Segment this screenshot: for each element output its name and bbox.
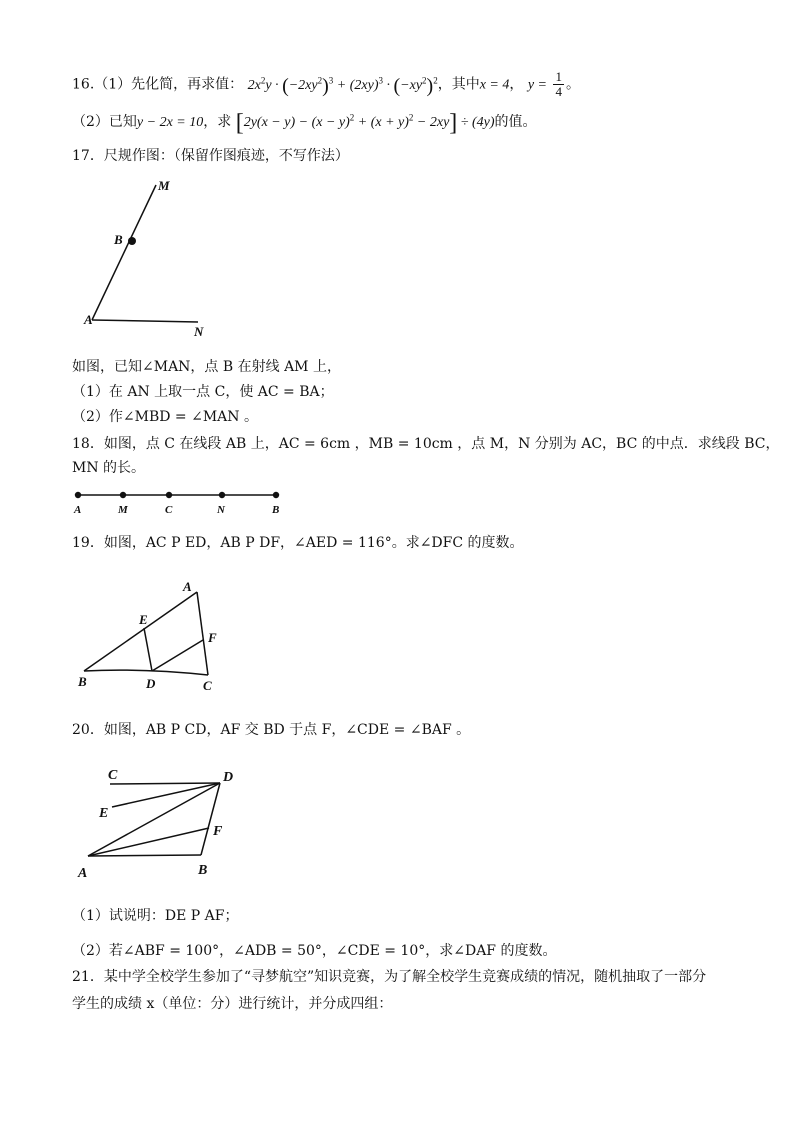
segment-ba bbox=[84, 592, 197, 671]
q16-p1-end: 。 bbox=[565, 76, 580, 93]
point-b bbox=[128, 237, 136, 245]
fraction-denominator: 4 bbox=[555, 84, 562, 99]
label-a: A bbox=[84, 312, 93, 327]
q16-p1-y: y = bbox=[527, 77, 547, 93]
label-e: E bbox=[139, 612, 148, 627]
q19-text: 19．如图，AC P ED，AB P DF，∠AED = 116°。求∠DFC 的度数。 bbox=[72, 535, 524, 551]
point-a bbox=[75, 492, 81, 498]
segment-ed bbox=[144, 628, 152, 671]
q16-part1 bbox=[72, 70, 580, 99]
label-f: F bbox=[208, 630, 217, 645]
point-m bbox=[120, 492, 126, 498]
segment-ab bbox=[88, 855, 201, 856]
q21-line2: 学生的成绩 x（单位：分）进行统计，并分成四组： bbox=[72, 996, 393, 1012]
label-c: C bbox=[203, 678, 212, 693]
q16-p2-label: （2）已知 bbox=[72, 114, 137, 130]
label-c: C bbox=[165, 504, 173, 516]
label-b: B bbox=[78, 674, 87, 689]
q16-p1-comma: ， bbox=[509, 76, 524, 93]
label-n: N bbox=[194, 324, 204, 339]
q17-figure bbox=[72, 170, 222, 345]
label-d: D bbox=[146, 676, 156, 691]
segment-db bbox=[201, 783, 220, 855]
segment-ac bbox=[197, 592, 208, 675]
segment-df bbox=[152, 640, 203, 671]
q20-step2: （2）若∠ABF = 100°，∠ADB = 50°，∠CDE = 10°，求∠DAF 的度数。 bbox=[72, 943, 557, 959]
label-d: D bbox=[223, 770, 234, 785]
point-n bbox=[219, 492, 225, 498]
segment-bc bbox=[84, 670, 208, 675]
label-a: A bbox=[78, 866, 88, 881]
q16-p1-expression: $2x^2y \cdot (-2xy^2)^3 + (2xy)^3 \cdot (-xy^2)^2$ bbox=[247, 74, 438, 97]
q20-step1: （1）试说明：DE P AF； bbox=[72, 908, 239, 924]
q17-step1: （1）在 AN 上取一点 C，使 AC = BA； bbox=[72, 384, 334, 400]
fraction-numerator: 1 bbox=[555, 69, 562, 84]
label-e: E bbox=[99, 806, 109, 821]
q16-p2-end: 的值。 bbox=[494, 114, 537, 130]
q18-line1: 18．如图，点 C 在线段 AB 上，AC = 6cm ，MB = 10cm ，点 M，N 分别为 AC，BC 的中点．求线段 BC， bbox=[72, 436, 780, 452]
q17-description: 如图，已知∠MAN，点 B 在射线 AM 上， bbox=[72, 359, 341, 375]
point-b bbox=[273, 492, 279, 498]
q17-step2: （2）作∠MBD = ∠MAN 。 bbox=[72, 409, 258, 425]
q20-figure bbox=[72, 757, 247, 887]
label-a: A bbox=[183, 579, 192, 594]
q16-p1-tail: ，其中 bbox=[437, 76, 480, 93]
q16-part2 bbox=[72, 109, 537, 136]
label-n: N bbox=[217, 504, 225, 516]
ray-an bbox=[92, 320, 198, 322]
label-m: M bbox=[118, 504, 128, 516]
label-b: B bbox=[114, 232, 123, 247]
label-f: F bbox=[213, 824, 223, 839]
q16-p1-fraction bbox=[553, 70, 564, 99]
q19-figure bbox=[72, 572, 237, 697]
q16-p2-condition: y − 2x = 10 bbox=[136, 115, 204, 130]
point-c bbox=[166, 492, 172, 498]
q16-p2-expression: $[2y(x - y) - (x - y)^2 + (x + y)^2 - 2xy] \div (4y)$ bbox=[235, 109, 495, 136]
ray-am bbox=[92, 185, 156, 320]
q20-text: 20．如图，AB P CD，AF 交 BD 于点 F，∠CDE = ∠BAF 。 bbox=[72, 722, 471, 738]
q21-line1: 21．某中学全校学生参加了“寻梦航空”知识竞赛，为了解全校学生竞赛成绩的情况，随机抽取了一部分 bbox=[72, 969, 707, 985]
q16-p1-x: x = 4 bbox=[479, 77, 510, 93]
q18-segment-figure bbox=[70, 486, 290, 518]
segment-cd bbox=[110, 783, 220, 784]
q18-line2: MN 的长。 bbox=[72, 460, 146, 476]
segment-ed bbox=[112, 783, 220, 807]
q17-title: 17．尺规作图：（保留作图痕迹，不写作法） bbox=[72, 148, 349, 164]
label-c: C bbox=[108, 768, 118, 783]
label-m: M bbox=[158, 178, 170, 193]
q16-p2-mid: ，求 bbox=[203, 114, 232, 130]
label-b: B bbox=[272, 504, 280, 516]
segment-af bbox=[88, 828, 209, 856]
label-a: A bbox=[74, 504, 82, 516]
q16-p1-label: 16.（1）先化简，再求值： bbox=[72, 76, 244, 93]
label-b: B bbox=[198, 863, 208, 878]
